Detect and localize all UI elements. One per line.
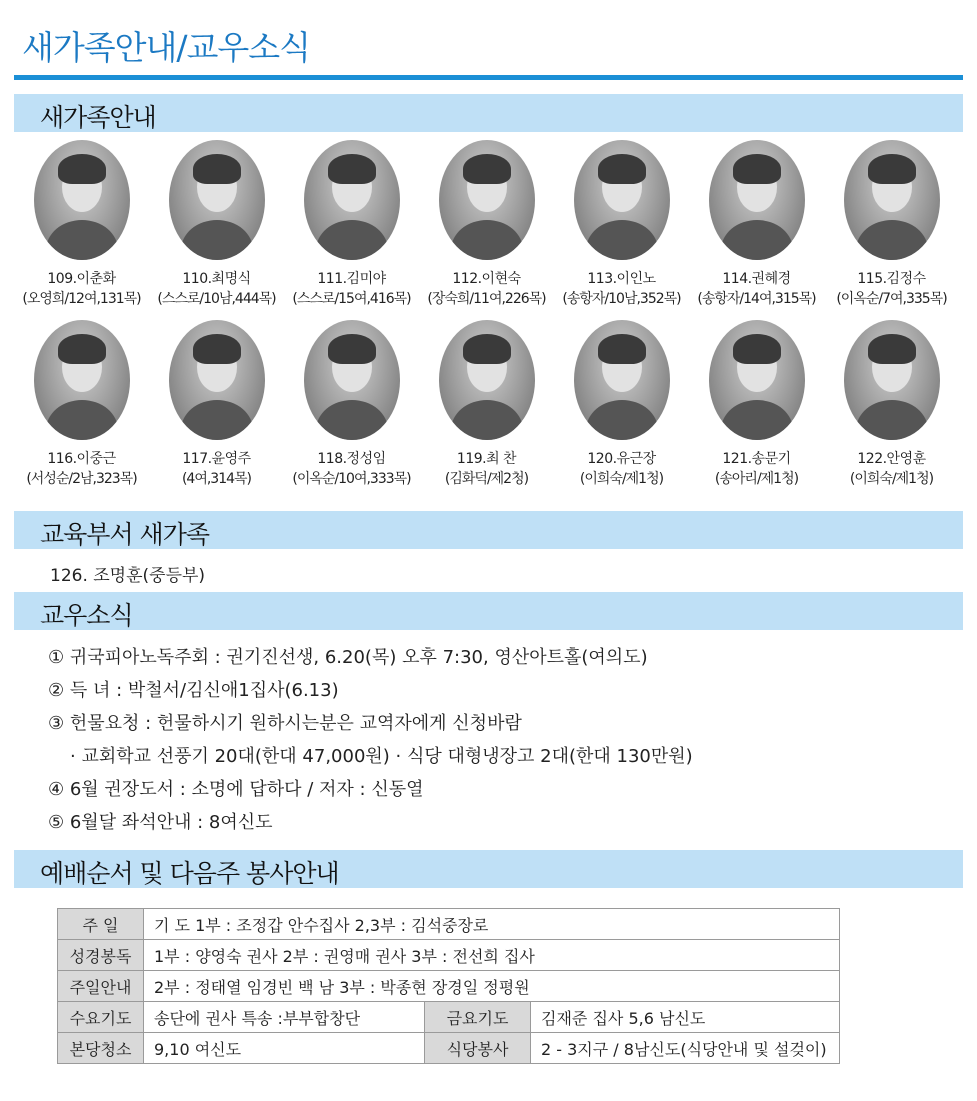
title-divider [14, 75, 963, 80]
member-photo [304, 320, 400, 440]
member-name: 115.김정수 [857, 271, 926, 287]
member-card [689, 140, 824, 308]
table-row [58, 940, 840, 971]
member-photo [34, 140, 130, 260]
member-card [284, 320, 419, 488]
table-row [58, 1002, 840, 1033]
member-card [554, 140, 689, 308]
section-title: 새가족안내 [40, 103, 156, 132]
section-header-church-news [14, 592, 963, 630]
member-name: 121.송문기 [722, 451, 791, 467]
table-row [58, 909, 840, 940]
row-header: 주 일 [58, 909, 144, 940]
member-name: 114.권혜경 [722, 271, 791, 287]
row-header-2: 식당봉사 [425, 1033, 531, 1064]
table-row [58, 971, 840, 1002]
member-photo [169, 320, 265, 440]
section-title: 예배순서 및 다음주 봉사안내 [40, 859, 339, 888]
news-item: ① 귀국피아노독주회 : 권기진선생, 6.20(목) 오후 7:30, 영산아트홀(여의도) [48, 647, 648, 668]
member-info: (스스로/10남,444목) [157, 291, 276, 307]
member-photo [304, 140, 400, 260]
member-photo [439, 140, 535, 260]
row-content: 2부 : 정태열 임경빈 백 남 3부 : 박종현 장경일 정평원 [144, 971, 840, 1002]
member-info: (스스로/15여,416목) [292, 291, 411, 307]
member-photo [574, 320, 670, 440]
row-header: 주일안내 [58, 971, 144, 1002]
member-card [14, 320, 149, 488]
member-info: (송항자/14여,315목) [697, 291, 816, 307]
member-info: (서성순/2남,323목) [26, 471, 137, 487]
member-photo [709, 140, 805, 260]
member-photo [169, 140, 265, 260]
row-content-2: 김재준 집사 5,6 남신도 [531, 1002, 840, 1033]
member-name: 118.정성임 [317, 451, 386, 467]
member-photo [844, 140, 940, 260]
member-name: 120.유근장 [587, 451, 656, 467]
member-photo [844, 320, 940, 440]
section-header-edu-new-family [14, 511, 963, 549]
row-header: 본당청소 [58, 1033, 144, 1064]
member-name: 116.이중근 [47, 451, 116, 467]
section-header-worship [14, 850, 963, 888]
member-name: 113.이인노 [587, 271, 656, 287]
news-list [48, 641, 693, 839]
member-info: (이희숙/제1청) [579, 471, 664, 487]
member-name: 117.윤영주 [182, 451, 251, 467]
member-photo [709, 320, 805, 440]
row-header: 성경봉독 [58, 940, 144, 971]
member-photo [574, 140, 670, 260]
member-card [284, 140, 419, 308]
edu-member-line: 126. 조명훈(중등부) [50, 566, 206, 586]
section-title: 교육부서 새가족 [40, 520, 209, 549]
member-row-1 [14, 140, 959, 308]
member-photo [34, 320, 130, 440]
row-content: 기 도 1부 : 조정갑 안수집사 2,3부 : 김석중장로 [144, 909, 840, 940]
table-row [58, 1033, 840, 1064]
news-item: ③ 헌물요청 : 헌물하시기 원하시는분은 교역자에게 신청바람 [48, 713, 522, 734]
member-info: (오영희/12여,131목) [22, 291, 141, 307]
member-card [149, 320, 284, 488]
member-info: (4여,314목) [181, 471, 252, 487]
row-content: 9,10 여신도 [144, 1033, 425, 1064]
row-content: 송단에 권사 특송 :부부합창단 [144, 1002, 425, 1033]
member-card [554, 320, 689, 488]
member-info: (이옥순/7여,335목) [836, 291, 947, 307]
news-item: ④ 6월 권장도서 : 소명에 답하다 / 저자 : 신동열 [48, 779, 424, 800]
member-card [689, 320, 824, 488]
service-table [57, 908, 840, 1064]
member-name: 119.최 찬 [456, 451, 517, 467]
news-subitem: · 교회학교 선풍기 20대(한대 47,000원) · 식당 대형냉장고 2대(한대 130만원) [70, 746, 693, 767]
member-info: (송아리/제1청) [714, 471, 799, 487]
row-header-2: 금요기도 [425, 1002, 531, 1033]
row-content: 1부 : 양영숙 권사 2부 : 권영매 권사 3부 : 전선희 집사 [144, 940, 840, 971]
row-header: 수요기도 [58, 1002, 144, 1033]
row-content-2: 2 - 3지구 / 8남신도(식당안내 및 설겆이) [531, 1033, 840, 1064]
member-info: (이희숙/제1청) [849, 471, 934, 487]
member-photo [439, 320, 535, 440]
member-row-2 [14, 320, 959, 488]
member-card [824, 320, 959, 488]
news-item: ② 득 녀 : 박철서/김신애1집사(6.13) [48, 680, 339, 701]
member-card [14, 140, 149, 308]
member-card [149, 140, 284, 308]
member-card [419, 140, 554, 308]
member-name: 109.이춘화 [47, 271, 116, 287]
member-name: 122.안영훈 [857, 451, 926, 467]
member-info: (김화덕/제2청) [444, 471, 529, 487]
member-name: 110.최명식 [182, 271, 251, 287]
member-info: (송항자/10남,352목) [562, 291, 681, 307]
section-title: 교우소식 [40, 601, 133, 630]
member-card [419, 320, 554, 488]
section-header-new-family [14, 94, 963, 132]
member-name: 111.김미야 [317, 271, 386, 287]
member-name: 112.이현숙 [452, 271, 521, 287]
member-card [824, 140, 959, 308]
member-info: (장숙희/11여,226목) [427, 291, 546, 307]
news-item: ⑤ 6월달 좌석안내 : 8여신도 [48, 812, 273, 833]
member-info: (이옥순/10여,333목) [292, 471, 411, 487]
page-title: 새가족안내/교우소식 [22, 28, 311, 67]
